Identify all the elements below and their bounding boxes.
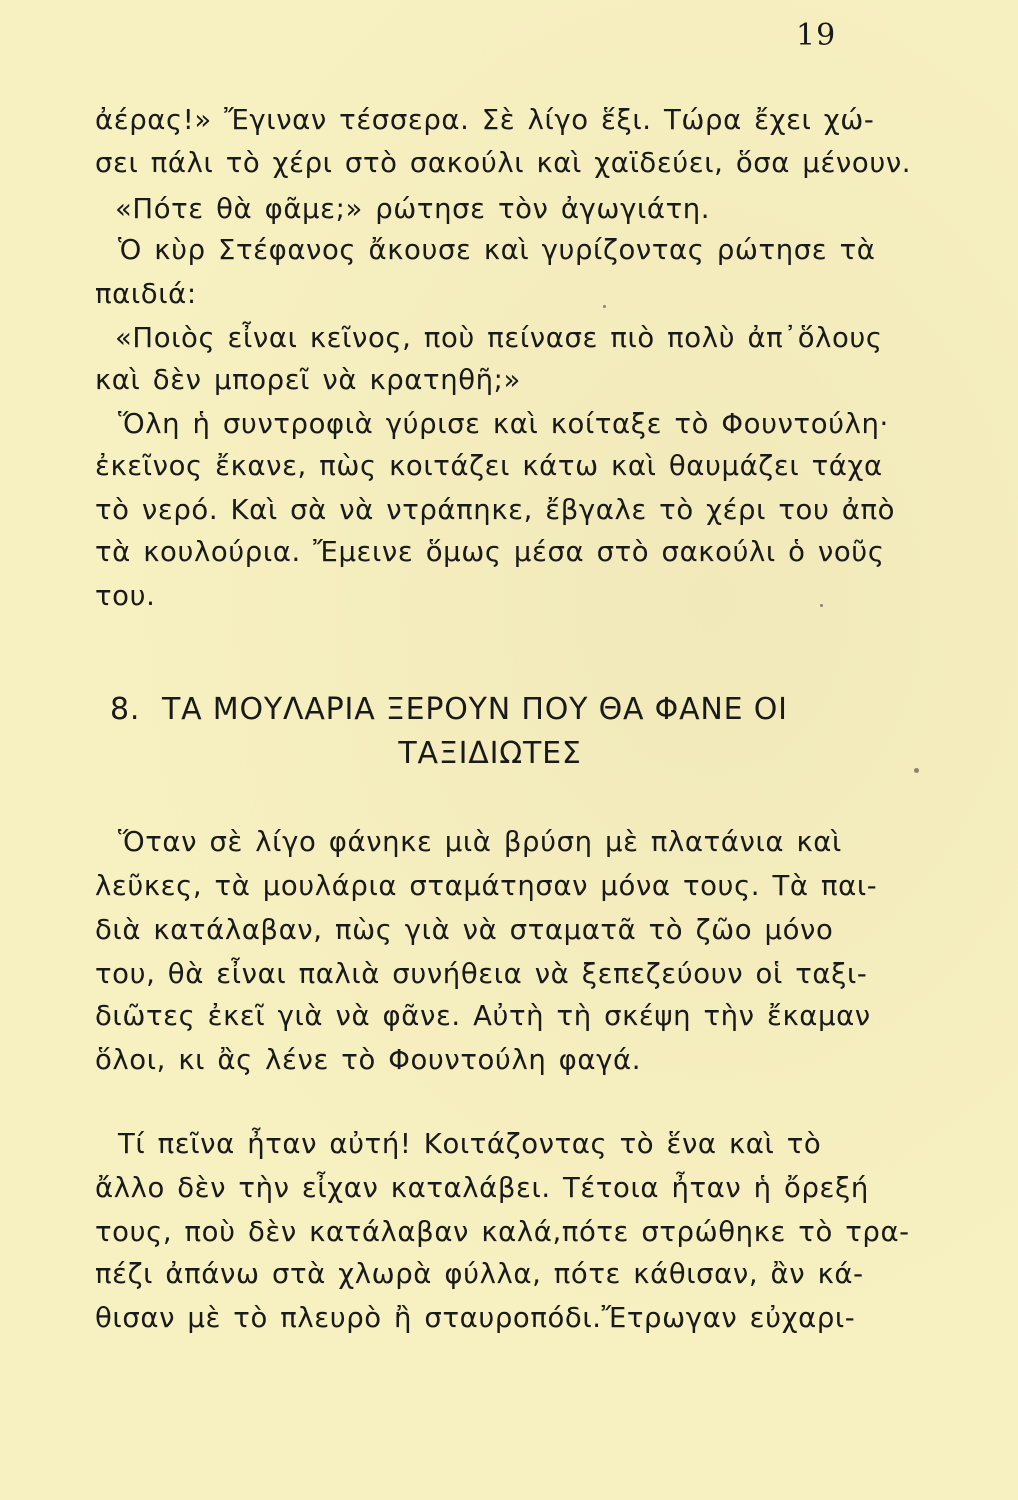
text-line: του.: [95, 580, 156, 612]
text-line: θισαν μὲ τὸ πλευρὸ ἢ σταυροπόδι.Ἔτρωγαν εὐχαρι-: [95, 1302, 856, 1334]
paper-speck: [914, 768, 919, 773]
text-line: ὅλοι, κι ἂς λένε τὸ Φουντούλη φαγά.: [95, 1044, 642, 1076]
chapter-number: 8.: [110, 692, 141, 727]
text-line: Ὁ κὺρ Στέφανος ἄκουσε καὶ γυρίζοντας ρώτησε τὰ: [118, 234, 876, 266]
text-line: «Ποιὸς εἶναι κεῖνος, ποὺ πείνασε πιὸ πολὺ ἀπ᾿ὅλους: [115, 322, 883, 354]
text-line: τους, ποὺ δὲν κατάλαβαν καλά,πότε στρώθηκε τὸ τρα-: [95, 1216, 910, 1248]
text-line: «Πότε θὰ φᾶμε;» ρώτησε τὸν ἀγωγιάτη.: [115, 193, 711, 225]
text-line: Τί πεῖνα ἦταν αὐτή! Κοιτάζοντας τὸ ἕνα καὶ τὸ: [118, 1128, 822, 1160]
text-line: ἐκεῖνος ἔκανε, πὼς κοιτάζει κάτω καὶ θαυμάζει τάχα: [95, 450, 883, 482]
text-line: λεῦκες, τὰ μουλάρια σταμάτησαν μόνα τους. Τὰ παι-: [95, 870, 878, 902]
page-number: 19: [796, 18, 837, 53]
text-line: πέζι ἀπάνω στὰ χλωρὰ φύλλα, πότε κάθισαν, ἂν κά-: [95, 1258, 864, 1290]
chapter-title-line1: ΤΑ ΜΟΥΛΑΡΙΑ ΞΕΡΟΥΝ ΠΟΥ ΘΑ ΦΑΝΕ ΟΙ: [162, 692, 788, 727]
text-line: σει πάλι τὸ χέρι στὸ σακούλι καὶ χαϊδεύει, ὅσα μένουν.: [95, 147, 912, 179]
text-line: Ὅταν σὲ λίγο φάνηκε μιὰ βρύση μὲ πλατάνια καὶ: [118, 826, 842, 858]
text-line: Ὅλη ἡ συντροφιὰ γύρισε καὶ κοίταξε τὸ Φουντούλη·: [118, 408, 889, 440]
text-line: του, θὰ εἶναι παλιὰ συνήθεια νὰ ξεπεζεύουν οἱ ταξι-: [95, 958, 868, 990]
paper-speck: [820, 604, 823, 607]
text-line: ἀέρας!» Ἔγιναν τέσσερα. Σὲ λίγο ἕξι. Τώρα ἔχει χώ-: [95, 104, 875, 136]
text-line: καὶ δὲν μπορεῖ νὰ κρατηθῆ;»: [95, 364, 521, 396]
text-line: παιδιά:: [95, 278, 197, 310]
text-line: ἄλλο δὲν τὴν εἶχαν καταλάβει. Τέτοια ἦταν ἡ ὄρεξή: [95, 1172, 869, 1204]
text-line: διῶτες ἐκεῖ γιὰ νὰ φᾶνε. Αὐτὴ τὴ σκέψη τὴν ἔκαμαν: [95, 1000, 871, 1032]
chapter-title-line2: ΤΑΞΙΔΙΩΤΕΣ: [398, 736, 582, 771]
chapter-heading: [110, 690, 950, 730]
text-line: διὰ κατάλαβαν, πὼς γιὰ νὰ σταματᾶ τὸ ζῶο μόνο: [95, 914, 834, 946]
paper-speck: [603, 305, 606, 308]
text-line: τὸ νερό. Καὶ σὰ νὰ ντράπηκε, ἔβγαλε τὸ χέρι του ἀπὸ: [95, 494, 896, 526]
text-line: τὰ κουλούρια. Ἔμεινε ὅμως μέσα στὸ σακούλι ὁ νοῦς: [95, 536, 885, 568]
